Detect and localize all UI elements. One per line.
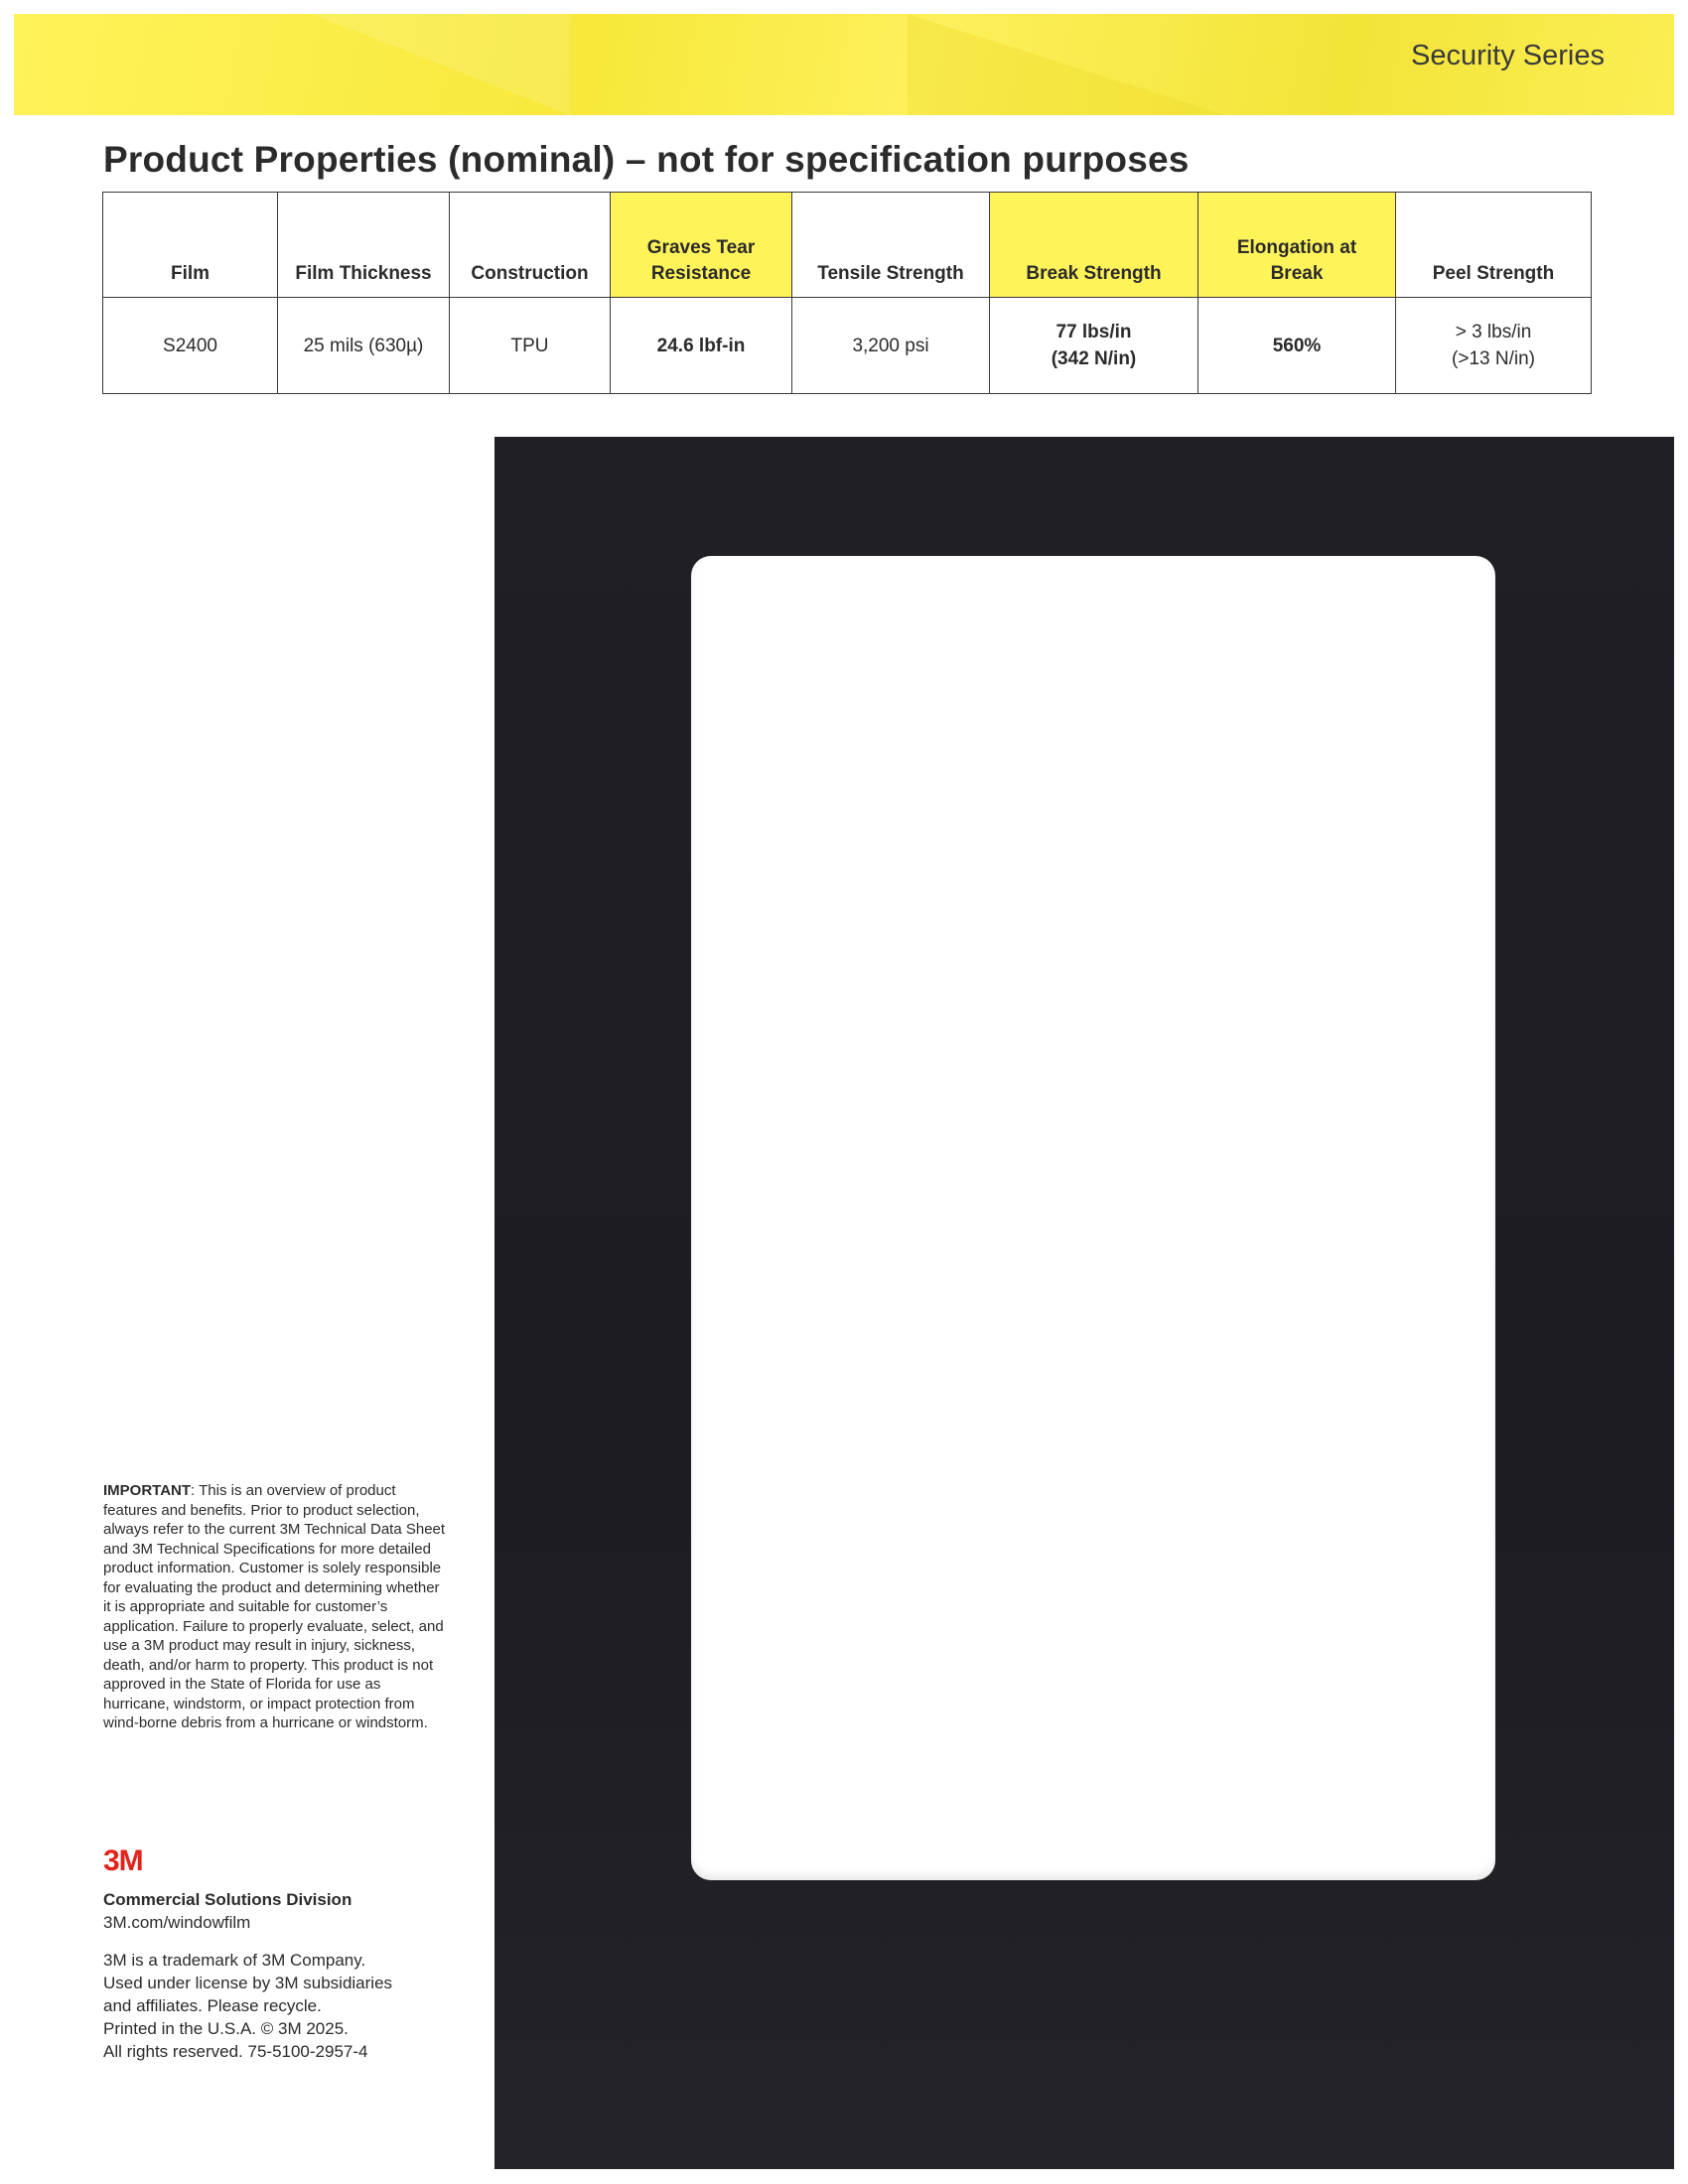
table-cell [792,298,990,394]
column-header [990,193,1198,298]
banner-facet [908,14,1225,115]
legal-line: Printed in the U.S.A. © 3M 2025. [103,2019,349,2038]
3m-logo: 3M [103,1844,143,1877]
important-text: : This is an overview of product features and benefits. Prior to product selection, always refer to the current 3M Technical Data Sheet and 3M Technical Specifications for more detailed product information. Customer is solely responsible for evaluating the product and determining whether it is appropriate and suitable for customer’s application. Failure to properly evaluate, select, and use a 3M product may result in injury, sickness, death, and/or harm to property. This product is not approved in the State of Florida for use as hurricane, windstorm, or impact protection from wind-borne debris from a hurricane or windstorm. [103,1482,446,1731]
table-cell-text: 25 mils (630µ) [303,335,424,356]
column-header-text: Break Strength [1026,263,1162,284]
table-cell-text: > 3 lbs/in [1455,322,1532,342]
table-cell-text: 24.6 lbf-in [656,335,746,356]
column-header-text: Peel Strength [1432,263,1555,284]
table-row [103,298,1592,394]
legal-line: and affiliates. Please recycle. [103,1996,322,2015]
column-header-text: Elongation at [1236,237,1357,258]
table-cell-text: TPU [510,335,549,356]
table-cell-text: 3,200 psi [852,335,929,356]
important-label: IMPORTANT [103,1482,192,1499]
column-header [450,193,611,298]
photo-window-pane [691,556,1495,1880]
column-header [1396,193,1592,298]
column-header-text: Resistance [650,263,752,284]
column-header [792,193,990,298]
important-notice [103,1481,446,1733]
table-cell [1396,298,1592,394]
column-header-text: Graves Tear [646,237,756,258]
legal-line: 3M is a trademark of 3M Company. [103,1951,366,1970]
legal-text [103,1949,441,2063]
column-header [611,193,792,298]
table-cell-text: (342 N/in) [1051,348,1137,369]
banner-facet [312,14,570,115]
column-header-text: Film [170,263,211,284]
website-link[interactable]: 3M.com/windowfilm [103,1913,251,1932]
table-cell [990,298,1198,394]
table-cell-text: 560% [1272,335,1322,356]
legal-line: Used under license by 3M subsidiaries [103,1974,393,1992]
legal-line: All rights reserved. 75-5100-2957-4 [103,2042,368,2061]
column-header-text: Break [1270,263,1324,284]
table-cell-text: (>13 N/in) [1452,348,1535,369]
column-header-text: Film Thickness [295,263,432,284]
column-header-text: Tensile Strength [817,263,964,284]
product-properties-table [102,192,1592,394]
table-cell [611,298,792,394]
column-header [103,193,278,298]
page-title: Product Properties (nominal) – not for specification purposes [103,139,1190,180]
column-header [278,193,450,298]
table-header-row [103,193,1592,298]
column-header [1198,193,1396,298]
column-header-text: Construction [471,263,589,284]
table-cell [103,298,278,394]
table-cell [1198,298,1396,394]
product-photo [494,437,1674,2169]
series-label: Security Series [1410,40,1605,71]
table-cell-text: 77 lbs/in [1055,322,1132,342]
table-cell-text: S2400 [163,335,217,356]
table-cell [450,298,611,394]
division-name: Commercial Solutions Division [103,1890,352,1909]
table-cell [278,298,450,394]
